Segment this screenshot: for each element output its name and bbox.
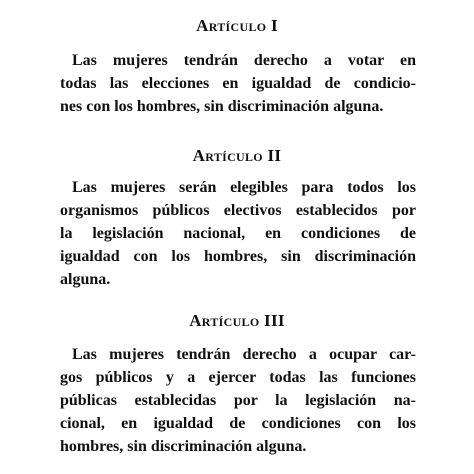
article-2-line-1: Las mujeres serán elegibles para todos los: [72, 179, 416, 196]
article-3-line-2: gos públicos y a ejercer todas las funciones: [60, 369, 416, 386]
article-2-line-3: la legislación nacional, en condiciones de: [60, 225, 416, 242]
article-1-heading: Artículo I: [196, 16, 278, 35]
article-3-line-5: hombres, sin discriminación alguna.: [60, 438, 307, 455]
article-1-line-1: Las mujeres tendrán derecho a votar en: [72, 52, 416, 69]
article-1-line-3: nes con los hombres, sin discriminación alguna.: [60, 98, 384, 115]
article-2-line-2: organismos públicos electivos establecidos por: [60, 202, 416, 219]
article-1-line-2: todas las elecciones en igualdad de condicio-: [60, 75, 416, 92]
article-2-line-4: igualdad con los hombres, sin discriminación: [60, 248, 416, 265]
article-3-line-3: públicas establecidas por la legislación na-: [60, 392, 416, 409]
article-3-line-4: cional, en igualdad de condiciones con los: [60, 415, 416, 432]
article-2-line-5: alguna.: [60, 271, 111, 288]
article-3-line-1: Las mujeres tendrán derecho a ocupar car-: [72, 346, 416, 363]
article-3-heading: Artículo III: [189, 311, 285, 330]
article-2-heading: Artículo II: [192, 146, 282, 165]
